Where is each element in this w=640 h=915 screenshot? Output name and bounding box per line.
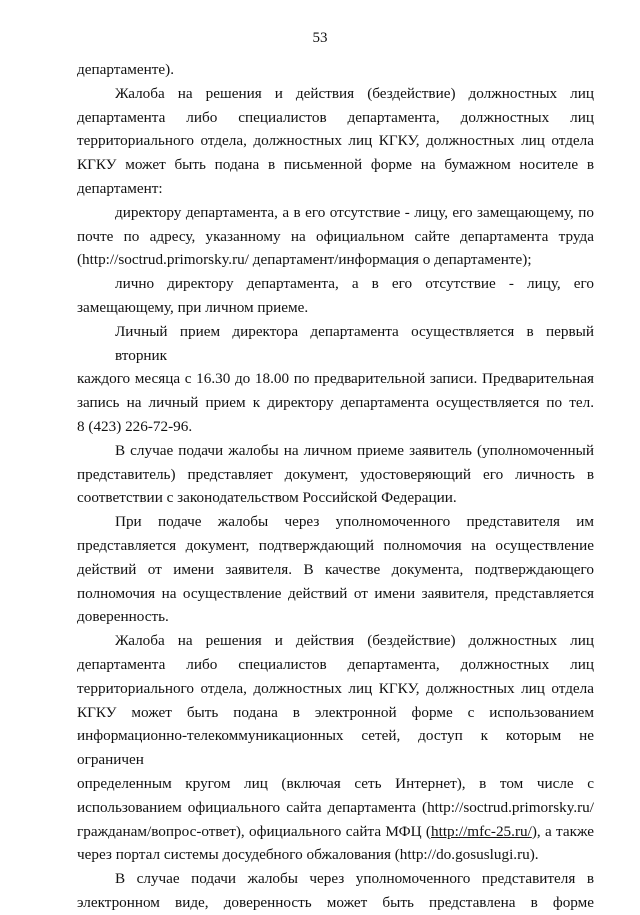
- text-line: электронном виде, доверенность может быть представлена в форме: [77, 893, 594, 911]
- text-line: КГКУ может быть подана в электронной форме с использованием: [77, 703, 594, 721]
- text-line: территориального отдела, должностных лиц КГКУ, должностных лиц отдела: [77, 679, 594, 697]
- paragraph-identity: [77, 439, 594, 510]
- text-line: В случае подачи жалобы через уполномоченного представителя в: [115, 870, 594, 888]
- text-line: доверенность.: [77, 608, 169, 626]
- paragraph-reception: [77, 320, 594, 439]
- text-line: Жалоба на решения и действия (бездействие) должностных лиц: [115, 632, 594, 650]
- text-line: департамента либо специалистов департамента, должностных лиц: [77, 108, 594, 126]
- text-line: каждого месяца с 16.30 до 18.00 по предварительной записи. Предварительная: [77, 370, 594, 388]
- document-body: [77, 58, 594, 915]
- paragraph-complaint-electronic: [77, 629, 594, 867]
- text-line: Жалоба на решения и действия (бездействие) должностных лиц: [115, 84, 594, 102]
- text-line: определенным кругом лиц (включая сеть Интернет), в том числе с: [77, 774, 594, 792]
- paragraph-mail-address: [77, 201, 594, 272]
- text-line: соответствии с законодательством Российской Федерации.: [77, 489, 457, 507]
- text-line: полномочия на осуществление действий от имени заявителя, представляется: [77, 584, 594, 602]
- text-line: Личный прием директора департамента осуществляется в первый вторник: [115, 322, 594, 364]
- paragraph-personal: [77, 272, 594, 320]
- text-fragment: гражданам/вопрос-ответ), официального сайта МФЦ (: [77, 822, 431, 840]
- text-line: почте по адресу, указанному на официальном сайте департамента труда: [77, 227, 594, 245]
- page-number: 53: [312, 30, 328, 46]
- mfc-link[interactable]: http://mfc-25.ru/: [431, 822, 532, 840]
- text-line: через портал системы досудебного обжалования (http://do.gosuslugi.ru).: [77, 846, 539, 864]
- text-line: [77, 820, 594, 844]
- text-line: лично директору департамента, а в его отсутствие - лицу, его: [115, 275, 594, 293]
- text-line: При подаче жалобы через уполномоченного представителя им: [115, 513, 594, 531]
- text-line: департаменте).: [77, 61, 175, 78]
- paragraph-representative: [77, 510, 594, 629]
- text-line: запись на личный прием к директору департамента осуществляется по тел.: [77, 394, 594, 412]
- text-line: КГКУ может быть подана в письменной форме на бумажном носителе в: [77, 156, 594, 174]
- paragraph-electronic-proxy: [77, 867, 594, 915]
- paragraph-complaint-paper: [77, 82, 594, 201]
- text-line: представитель) представляет документ, удостоверяющий его личность в: [77, 465, 594, 483]
- text-line: 8 (423) 226-72-96.: [77, 417, 193, 435]
- text-line: использованием официального сайта департамента (http://soctrud.primorsky.ru/: [77, 798, 594, 816]
- text-line: представляется документ, подтверждающий полномочия на осуществление: [77, 536, 594, 554]
- text-line: территориального отдела, должностных лиц КГКУ, должностных лиц отдела: [77, 132, 594, 150]
- text-line: замещающему, при личном приеме.: [77, 298, 309, 316]
- text-line: департамента либо специалистов департамента, должностных лиц: [77, 655, 594, 673]
- text-line: департамент:: [77, 179, 163, 197]
- text-fragment: ), а также: [531, 822, 594, 840]
- text-line: В случае подачи жалобы на личном приеме заявитель (уполномоченный: [115, 441, 594, 459]
- text-line: информационно-телекоммуникационных сетей, доступ к которым не ограничен: [77, 727, 594, 769]
- text-line: действий от имени заявителя. В качестве документа, подтверждающего: [77, 560, 594, 578]
- paragraph-continuation: [77, 58, 594, 82]
- text-line: директору департамента, а в его отсутствие - лицу, его замещающему, по: [115, 203, 594, 221]
- text-line: (http://soctrud.primorsky.ru/ департамент/информация о департаменте);: [77, 251, 532, 269]
